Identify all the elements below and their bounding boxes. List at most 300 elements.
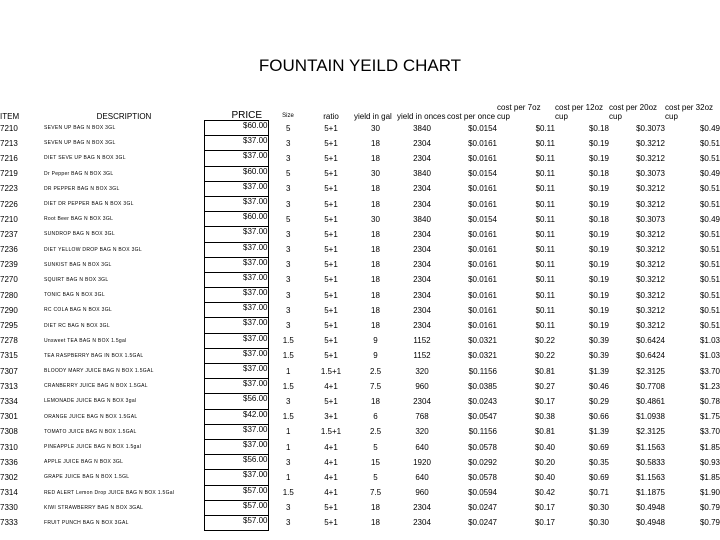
row-cost-12oz: $1.39: [588, 366, 609, 376]
row-price: $37.00: [204, 136, 268, 151]
row-cost-12oz: $0.19: [588, 245, 609, 255]
row-cost-per-once: $0.0161: [468, 305, 497, 315]
row-price: $37.00: [204, 333, 268, 348]
row-item-number: 7213: [0, 138, 18, 148]
row-cost-12oz: $0.19: [588, 321, 609, 331]
row-cost-per-once: $0.0578: [468, 472, 497, 482]
row-yield-ounces: 2304: [413, 518, 431, 528]
row-cost-20oz: $0.4948: [636, 503, 665, 513]
row-ratio: 5+1: [324, 153, 338, 163]
row-yield-ounces: 768: [415, 412, 429, 422]
row-item-number: 7210: [0, 123, 18, 133]
row-yield-ounces: 2304: [413, 396, 431, 406]
row-description: DIET DR PEPPER BAG N BOX 3GL: [44, 201, 134, 208]
row-cost-32oz: $0.78: [699, 396, 720, 406]
row-price: $57.00: [204, 500, 268, 515]
row-description: LEMONADE JUICE BAG N BOX 3gal: [44, 398, 137, 405]
row-item-number: 7334: [0, 396, 18, 406]
row-cost-7oz: $0.11: [535, 275, 555, 285]
row-item-number: 7330: [0, 503, 18, 513]
row-yield-ounces: 3840: [413, 169, 431, 179]
table-row: [0, 318, 720, 333]
row-description: ORANGE JUICE BAG N BOX 1.5GAL: [44, 413, 138, 420]
row-size: 3: [286, 457, 291, 467]
row-cost-7oz: $0.17: [534, 396, 555, 406]
row-ratio: 5+1: [324, 169, 338, 179]
row-cost-12oz: $0.66: [588, 412, 609, 422]
row-yield-gal: 9: [373, 351, 378, 361]
row-yield-gal: 7.5: [369, 381, 382, 391]
row-yield-gal: 18: [371, 260, 380, 270]
row-ratio: 5+1: [324, 518, 338, 528]
row-cost-per-once: $0.0154: [468, 123, 497, 133]
row-yield-gal: 18: [371, 321, 380, 331]
row-cost-per-once: $0.0547: [468, 412, 497, 422]
row-size: 3: [286, 305, 291, 315]
row-cost-per-once: $0.0292: [468, 457, 497, 467]
row-cost-7oz: $0.11: [535, 169, 555, 179]
row-cost-per-once: $0.0161: [468, 290, 497, 300]
row-cost-7oz: $0.40: [534, 472, 555, 482]
row-cost-20oz: $0.4861: [636, 396, 665, 406]
row-description: PINEAPPLE JUICE BAG N BOX 1.5gal: [44, 444, 142, 451]
row-price: $37.00: [204, 257, 268, 272]
row-cost-20oz: $0.3212: [636, 245, 665, 255]
row-ratio: 1.5+1: [320, 427, 342, 437]
row-yield-ounces: 640: [415, 472, 429, 482]
row-size: 3: [286, 245, 291, 255]
row-size: 5: [286, 123, 291, 133]
row-cost-12oz: $0.19: [588, 153, 609, 163]
row-price: $60.00: [204, 212, 268, 227]
row-cost-32oz: $1.23: [699, 381, 720, 391]
row-ratio: 4+1: [324, 488, 338, 498]
row-yield-gal: 6: [373, 412, 378, 422]
row-yield-ounces: 2304: [413, 503, 431, 513]
row-cost-32oz: $0.51: [699, 184, 720, 194]
row-cost-32oz: $1.85: [699, 442, 720, 452]
row-size: 3: [286, 153, 291, 163]
row-price: $56.00: [204, 394, 268, 409]
table-row: [0, 333, 720, 348]
table-row: [0, 136, 720, 151]
row-ratio: 5+1: [324, 123, 338, 133]
row-item-number: 7270: [0, 275, 18, 285]
row-item-number: 7302: [0, 472, 18, 482]
row-description: Unsweet TEA BAG N BOX 1.5gal: [44, 337, 127, 344]
row-price: $60.00: [204, 166, 268, 181]
row-yield-gal: 18: [371, 275, 380, 285]
row-cost-20oz: $0.6424: [636, 351, 665, 361]
row-description: RED ALERT Lemon Drop JUICE BAG N BOX 1.5Gal: [44, 489, 175, 496]
row-ratio: 5+1: [324, 396, 338, 406]
row-cost-12oz: $0.35: [588, 457, 609, 467]
row-size: 3: [286, 260, 291, 270]
row-cost-7oz: $0.11: [535, 184, 555, 194]
row-size: 3: [286, 518, 291, 528]
row-yield-ounces: 640: [415, 442, 429, 452]
row-cost-12oz: $0.30: [588, 518, 609, 528]
row-cost-7oz: $0.11: [535, 199, 555, 209]
row-size: 5: [286, 169, 291, 179]
row-cost-12oz: $0.19: [588, 260, 609, 270]
row-cost-per-once: $0.0161: [468, 138, 497, 148]
header-cost-7oz: cost per 7oz cup: [497, 102, 541, 121]
row-cost-32oz: $0.51: [699, 138, 720, 148]
row-yield-gal: 5: [373, 472, 378, 482]
row-description: SEVEN UP BAG N BOX 3GL: [44, 125, 116, 132]
row-cost-32oz: $0.51: [699, 153, 720, 163]
row-cost-12oz: $0.19: [588, 229, 609, 239]
row-cost-7oz: $0.11: [535, 245, 555, 255]
row-cost-12oz: $0.19: [588, 184, 609, 194]
header-size: Size: [282, 112, 294, 119]
table-row: [0, 500, 720, 515]
row-yield-gal: 18: [371, 199, 380, 209]
row-yield-gal: 15: [371, 457, 380, 467]
row-cost-32oz: $0.79: [699, 518, 720, 528]
row-cost-7oz: $0.17: [534, 503, 555, 513]
row-yield-gal: 18: [371, 290, 380, 300]
row-cost-32oz: $1.85: [699, 472, 720, 482]
row-cost-per-once: $0.0247: [468, 518, 497, 528]
row-yield-ounces: 3840: [413, 214, 431, 224]
row-cost-20oz: $1.1563: [636, 442, 665, 452]
row-size: 1.5: [282, 488, 294, 498]
row-price: $37.00: [204, 288, 268, 303]
row-description: TONIC BAG N BOX 3GL: [44, 292, 105, 299]
row-yield-gal: 5: [373, 442, 378, 452]
row-item-number: 7226: [0, 199, 18, 209]
header-yield-gal: yield in gal: [354, 111, 392, 121]
row-cost-7oz: $0.11: [535, 305, 555, 315]
row-cost-7oz: $0.11: [535, 229, 555, 239]
row-yield-gal: 18: [371, 503, 380, 513]
row-cost-20oz: $0.3212: [636, 184, 665, 194]
row-price: $60.00: [204, 121, 268, 136]
row-cost-32oz: $0.51: [699, 275, 720, 285]
row-size: 3: [286, 290, 291, 300]
row-size: 1.5: [282, 351, 294, 361]
row-cost-12oz: $0.19: [588, 199, 609, 209]
row-cost-7oz: $0.22: [534, 351, 555, 361]
row-size: 5: [286, 214, 291, 224]
row-description: RC COLA BAG N BOX 3GL: [44, 307, 112, 314]
row-yield-gal: 18: [371, 153, 380, 163]
header-yield-ounces: yield in onces: [397, 111, 446, 121]
table-row: [0, 515, 720, 530]
row-size: 3: [286, 503, 291, 513]
row-price: $37.00: [204, 364, 268, 379]
table-row: [0, 242, 720, 257]
row-yield-ounces: 320: [415, 366, 429, 376]
row-cost-12oz: $0.18: [588, 123, 609, 133]
row-description: FRUIT PUNCH BAG N BOX 3GAL: [44, 519, 129, 526]
row-cost-7oz: $0.27: [534, 381, 555, 391]
row-cost-32oz: $0.51: [699, 245, 720, 255]
row-item-number: 7290: [0, 305, 18, 315]
table-row: [0, 181, 720, 196]
row-cost-20oz: $2.3125: [636, 366, 665, 376]
row-yield-ounces: 2304: [413, 229, 431, 239]
row-cost-20oz: $1.0938: [636, 412, 665, 422]
row-yield-ounces: 2304: [413, 321, 431, 331]
row-cost-12oz: $0.46: [588, 381, 609, 391]
yield-table: [0, 100, 720, 531]
row-cost-20oz: $0.4948: [636, 518, 665, 528]
header-item: ITEM: [0, 111, 20, 121]
row-cost-12oz: $0.19: [588, 305, 609, 315]
row-cost-20oz: $1.1875: [636, 488, 665, 498]
row-cost-20oz: $0.3073: [636, 214, 665, 224]
row-yield-ounces: 2304: [413, 275, 431, 285]
row-yield-gal: 7.5: [369, 488, 382, 498]
row-cost-12oz: $0.69: [588, 472, 609, 482]
row-cost-32oz: $0.51: [699, 321, 720, 331]
row-yield-ounces: 2304: [413, 245, 431, 255]
row-cost-per-once: $0.0161: [468, 153, 497, 163]
row-cost-12oz: $0.18: [588, 169, 609, 179]
row-ratio: 5+1: [324, 503, 338, 513]
row-cost-7oz: $0.22: [534, 336, 555, 346]
row-cost-12oz: $0.19: [588, 290, 609, 300]
row-cost-per-once: $0.0154: [468, 169, 497, 179]
row-ratio: 5+1: [324, 321, 338, 331]
row-item-number: 7301: [0, 412, 18, 422]
row-cost-32oz: $0.49: [699, 123, 720, 133]
row-yield-ounces: 2304: [413, 153, 431, 163]
row-yield-gal: 30: [371, 123, 380, 133]
row-cost-32oz: $1.03: [699, 336, 720, 346]
row-ratio: 5+1: [324, 199, 338, 209]
row-item-number: 7219: [0, 169, 18, 179]
row-price: $37.00: [204, 424, 268, 439]
header-cost-12oz: cost per 12oz cup: [555, 102, 604, 121]
row-yield-gal: 2.5: [369, 427, 382, 437]
page-title: FOUNTAIN YEILD CHART: [258, 56, 462, 75]
row-price: $37.00: [204, 272, 268, 287]
row-cost-7oz: $0.11: [535, 153, 555, 163]
row-cost-per-once: $0.0161: [468, 199, 497, 209]
row-cost-32oz: $1.75: [699, 412, 720, 422]
row-cost-32oz: $0.51: [699, 229, 720, 239]
row-cost-32oz: $1.03: [699, 351, 720, 361]
row-cost-per-once: $0.0247: [468, 503, 497, 513]
row-description: KIWI STRAWBERRY BAG N BOX 3GAL: [44, 504, 144, 511]
row-cost-7oz: $0.17: [534, 518, 555, 528]
row-cost-7oz: $0.11: [535, 290, 555, 300]
row-cost-7oz: $0.38: [534, 412, 555, 422]
row-cost-7oz: $0.81: [534, 366, 555, 376]
row-cost-12oz: $0.18: [588, 214, 609, 224]
row-size: 3: [286, 199, 291, 209]
row-cost-7oz: $0.20: [534, 457, 555, 467]
row-yield-ounces: 2304: [413, 260, 431, 270]
row-description: TEA RASPBERRY BAG IN BOX 1.5GAL: [44, 352, 144, 359]
row-size: 3: [286, 138, 291, 148]
row-cost-32oz: $0.49: [699, 214, 720, 224]
row-item-number: 7308: [0, 427, 18, 437]
row-cost-32oz: $0.51: [699, 199, 720, 209]
row-ratio: 4+1: [324, 381, 338, 391]
row-cost-per-once: $0.0578: [468, 442, 497, 452]
row-item-number: 7315: [0, 351, 18, 361]
row-size: 3: [286, 396, 291, 406]
row-description: DIET YELLOW DROP BAG N BOX 3GL: [44, 246, 142, 253]
row-cost-per-once: $0.0161: [468, 275, 497, 285]
table-row: [0, 166, 720, 181]
row-cost-20oz: $0.3212: [636, 199, 665, 209]
row-size: 3: [286, 321, 291, 331]
row-yield-ounces: 2304: [413, 138, 431, 148]
row-cost-32oz: $3.70: [699, 427, 720, 437]
row-cost-20oz: $0.5833: [636, 457, 665, 467]
row-cost-per-once: $0.0161: [468, 229, 497, 239]
row-cost-per-once: $0.0154: [468, 214, 497, 224]
row-description: APPLE JUICE BAG N BOX 3GL: [44, 459, 124, 466]
row-cost-20oz: $0.3212: [636, 290, 665, 300]
row-cost-per-once: $0.0161: [468, 245, 497, 255]
row-cost-20oz: $0.3212: [636, 229, 665, 239]
row-description: BLOODY MARY JUICE BAG N BOX 1.5GAL: [44, 368, 154, 375]
row-cost-per-once: $0.1156: [468, 427, 497, 437]
row-ratio: 1.5+1: [320, 366, 342, 376]
header-row: [0, 100, 720, 121]
table-body: [0, 121, 720, 531]
row-yield-ounces: 320: [415, 427, 429, 437]
row-yield-ounces: 1920: [413, 457, 431, 467]
row-price: $37.00: [204, 196, 268, 211]
row-ratio: 5+1: [324, 214, 338, 224]
row-cost-per-once: $0.0321: [468, 336, 497, 346]
table-row: [0, 470, 720, 485]
row-yield-gal: 18: [371, 184, 380, 194]
table-row: [0, 409, 720, 424]
row-description: SUNKIST BAG N BOX 3GL: [44, 261, 112, 268]
row-ratio: 4+1: [324, 457, 338, 467]
row-cost-12oz: $0.39: [588, 336, 609, 346]
row-yield-ounces: 960: [415, 488, 429, 498]
row-item-number: 7295: [0, 321, 18, 331]
row-yield-ounces: 3840: [413, 123, 431, 133]
row-ratio: 5+1: [324, 138, 338, 148]
row-cost-12oz: $0.19: [588, 138, 609, 148]
row-yield-ounces: 1152: [413, 351, 431, 361]
row-price: $37.00: [204, 348, 268, 363]
row-cost-20oz: $0.3212: [636, 305, 665, 315]
table-row: [0, 151, 720, 166]
row-item-number: 7313: [0, 381, 18, 391]
header-cost-per-once: cost per once: [447, 111, 496, 121]
row-yield-gal: 18: [371, 229, 380, 239]
header-ratio: ratio: [323, 111, 339, 121]
row-cost-32oz: $0.93: [699, 457, 720, 467]
row-cost-20oz: $0.3212: [636, 138, 665, 148]
row-price: $37.00: [204, 303, 268, 318]
row-yield-gal: 18: [371, 518, 380, 528]
row-cost-12oz: $0.29: [588, 396, 609, 406]
row-item-number: 7280: [0, 290, 18, 300]
row-description: DR PEPPER BAG N BOX 3GL: [44, 185, 120, 192]
table-row: [0, 272, 720, 287]
table-row: [0, 257, 720, 272]
row-cost-per-once: $0.1156: [468, 366, 497, 376]
row-description: DIET RC BAG N BOX 3GL: [44, 322, 110, 329]
row-item-number: 7336: [0, 457, 18, 467]
row-cost-per-once: $0.0161: [468, 260, 497, 270]
row-price: $37.00: [204, 227, 268, 242]
row-yield-ounces: 2304: [413, 184, 431, 194]
header-description: DESCRIPTION: [96, 111, 152, 121]
table-row: [0, 196, 720, 211]
row-description: SQUIRT BAG N BOX 3GL: [44, 276, 109, 283]
row-ratio: 4+1: [324, 442, 338, 452]
row-cost-12oz: $0.19: [588, 275, 609, 285]
row-item-number: 7310: [0, 442, 18, 452]
table-row: [0, 288, 720, 303]
row-cost-20oz: $0.3073: [636, 123, 665, 133]
row-cost-7oz: $0.11: [535, 321, 555, 331]
row-cost-per-once: $0.0161: [468, 184, 497, 194]
row-cost-per-once: $0.0385: [468, 381, 497, 391]
table-row: [0, 364, 720, 379]
header-price: PRICE: [231, 110, 262, 121]
row-cost-per-once: $0.0243: [468, 396, 497, 406]
row-ratio: 5+1: [324, 229, 338, 239]
row-ratio: 5+1: [324, 245, 338, 255]
row-item-number: 7237: [0, 229, 18, 239]
row-cost-12oz: $0.71: [588, 488, 609, 498]
row-cost-32oz: $3.70: [699, 366, 720, 376]
table-row: [0, 348, 720, 363]
row-size: 3: [286, 275, 291, 285]
row-price: $57.00: [204, 515, 268, 530]
row-description: SEVEN UP BAG N BOX 3GL: [44, 140, 116, 147]
row-item-number: 7239: [0, 260, 18, 270]
row-cost-per-once: $0.0321: [468, 351, 497, 361]
row-item-number: 7223: [0, 184, 18, 194]
row-price: $37.00: [204, 379, 268, 394]
row-size: 3: [286, 229, 291, 239]
row-price: $37.00: [204, 318, 268, 333]
row-cost-20oz: $0.3212: [636, 321, 665, 331]
table-row: [0, 303, 720, 318]
row-description: TOMATO JUICE BAG N BOX 1.5GAL: [44, 428, 137, 435]
row-item-number: 7236: [0, 245, 18, 255]
row-description: GRAPE JUICE BAG N BOX 1.5GL: [44, 474, 130, 481]
row-yield-gal: 2.5: [369, 366, 382, 376]
row-yield-gal: 18: [371, 305, 380, 315]
row-size: 1: [286, 442, 291, 452]
row-size: 1.5: [282, 412, 294, 422]
row-cost-20oz: $1.1563: [636, 472, 665, 482]
row-size: 1.5: [282, 336, 294, 346]
row-price: $37.00: [204, 151, 268, 166]
row-size: 1: [286, 427, 291, 437]
row-description: Dr Pepper BAG N BOX 3GL: [44, 170, 114, 177]
row-cost-20oz: $0.3212: [636, 275, 665, 285]
row-cost-12oz: $1.39: [588, 427, 609, 437]
table-row: [0, 439, 720, 454]
row-price: $56.00: [204, 455, 268, 470]
row-ratio: 5+1: [324, 260, 338, 270]
row-yield-ounces: 2304: [413, 305, 431, 315]
header-cost-20oz: cost per 20oz cup: [609, 102, 658, 121]
row-cost-7oz: $0.11: [535, 123, 555, 133]
row-size: 3: [286, 184, 291, 194]
row-cost-7oz: $0.81: [534, 427, 555, 437]
row-cost-7oz: $0.42: [534, 488, 555, 498]
